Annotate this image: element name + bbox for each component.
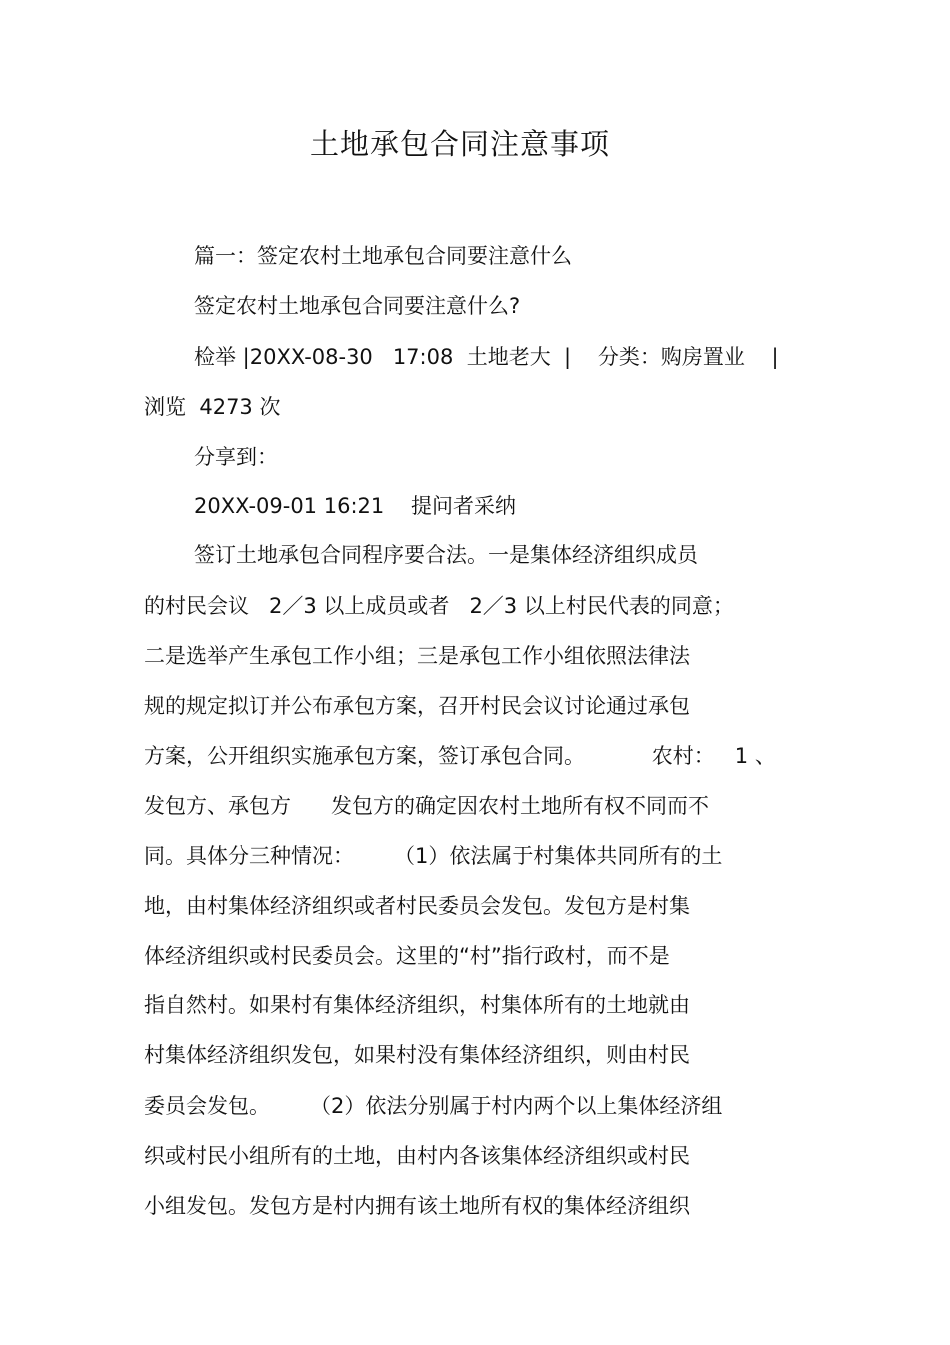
paragraph-line: 地，由村集体经济组织或者村民委员会发包。发包方是村集 <box>144 894 690 918</box>
paragraph-line: 20XX-09-01 16:21 提问者采纳 <box>194 494 516 518</box>
paragraph-line: 织或村民小组所有的土地，由村内各该集体经济组织或村民 <box>144 1144 690 1168</box>
paragraph-line: 方案，公开组织实施承包方案，签订承包合同。 农村： 1 、 <box>144 744 776 768</box>
paragraph-line: 同。具体分三种情况： （1）依法属于村集体共同所有的土 <box>144 844 723 868</box>
paragraph-line: 签定农村土地承包合同要注意什么? <box>194 294 521 318</box>
paragraph-line: 小组发包。发包方是村内拥有该土地所有权的集体经济组织 <box>144 1194 690 1218</box>
paragraph-line: 村集体经济组织发包，如果村没有集体经济组织，则由村民 <box>144 1043 690 1067</box>
paragraph-line: 的村民会议 2／3 以上成员或者 2／3 以上村民代表的同意； <box>144 594 734 618</box>
paragraph-line: 二是选举产生承包工作小组；三是承包工作小组依照法律法 <box>144 644 690 668</box>
paragraph-line: 指自然村。如果村有集体经济组织，村集体所有的土地就由 <box>144 993 690 1017</box>
paragraph-line: 分享到： <box>194 445 278 469</box>
paragraph-line: 规的规定拟订并公布承包方案，召开村民会议讨论通过承包 <box>144 694 690 718</box>
document-title: 土地承包合同注意事项 <box>309 127 610 161</box>
paragraph-line: 篇一：签定农村土地承包合同要注意什么 <box>194 244 572 268</box>
paragraph-line: 发包方、承包方 发包方的确定因农村土地所有权不同而不 <box>144 794 710 818</box>
paragraph-line: 浏览 4273 次 <box>144 395 281 419</box>
paragraph-line: 检举 |20XX-08-30 17:08 土地老大 | 分类：购房置业 | <box>194 345 779 369</box>
paragraph-line: 签订土地承包合同程序要合法。一是集体经济组织成员 <box>194 543 698 567</box>
paragraph-line: 委员会发包。 （2）依法分别属于村内两个以上集体经济组 <box>144 1094 723 1118</box>
paragraph-line: 体经济组织或村民委员会。这里的“村”指行政村，而不是 <box>144 944 670 968</box>
